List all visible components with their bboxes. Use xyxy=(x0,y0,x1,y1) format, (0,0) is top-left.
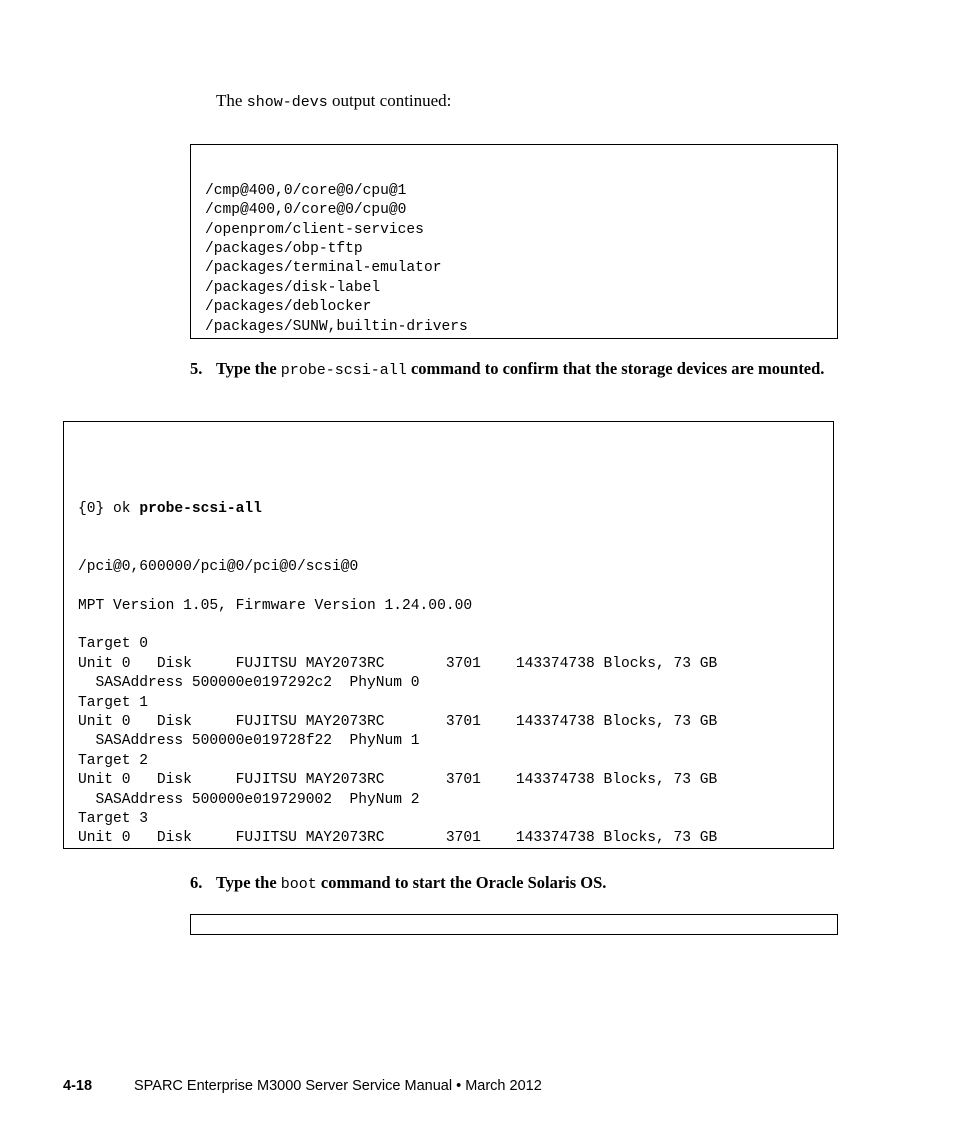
manual-title: SPARC Enterprise M3000 Server Service Manual xyxy=(134,1078,453,1094)
intro-paragraph xyxy=(216,90,451,114)
code-line: /packages/terminal-emulator xyxy=(205,260,442,277)
step-text: Type the probe-scsi-all command to confirm that the storage devices are mounted. xyxy=(216,359,825,379)
probe-scsi-all-lines xyxy=(78,461,833,849)
step-code: boot xyxy=(280,876,317,893)
code-line: /cmp@400,0/core@0/cpu@1 xyxy=(205,182,407,199)
code-line: Unit 0 Disk FUJITSU MAY2073RC 3701 143374738 Blocks, 73 GB xyxy=(78,713,718,730)
probe-scsi-all-output-box xyxy=(63,421,834,849)
code-line: /packages/deblocker xyxy=(205,299,372,316)
step-code: probe-scsi-all xyxy=(280,362,407,379)
bullet-separator: • xyxy=(456,1078,462,1094)
code-line: Target 2 xyxy=(78,752,149,769)
prompt: {0} ok xyxy=(78,500,140,517)
code-line: /packages/disk-label xyxy=(205,279,381,296)
code-line: Target 3 xyxy=(78,810,149,827)
code-line: /packages/obp-tftp xyxy=(205,240,363,257)
code-line: Target 0 xyxy=(78,636,149,653)
intro-text-before: The xyxy=(216,91,247,110)
code-line: SASAddress 500000e019728f22 PhyNum 1 xyxy=(78,733,420,750)
intro-text-after: output continued: xyxy=(327,91,452,110)
code-line: MPT Version 1.05, Firmware Version 1.24.00.00 xyxy=(78,597,473,614)
code-line: /openprom/client-services xyxy=(205,221,424,238)
code-line: Unit 0 Disk FUJITSU MAY2073RC 3701 143374738 Blocks, 73 GB xyxy=(78,772,718,789)
code-line: /packages/SUNW,builtin-drivers xyxy=(205,318,468,335)
intro-code: show-devs xyxy=(246,94,328,111)
page-footer xyxy=(63,1078,92,1094)
code-line xyxy=(78,577,833,596)
boot-command-box xyxy=(190,914,838,935)
code-line: SASAddress 500000e019729002 PhyNum 2 xyxy=(78,791,420,808)
code-line xyxy=(205,337,837,339)
code-line: Unit 0 Disk FUJITSU MAY2073RC 3701 143374738 Blocks, 73 GB xyxy=(78,830,718,847)
command: probe-scsi-all xyxy=(139,500,262,517)
code-line: /cmp@400,0/core@0/cpu@0 xyxy=(205,202,407,219)
step-text: Type the boot command to start the Oracle Solaris OS. xyxy=(216,873,607,893)
publication-date: March 2012 xyxy=(465,1078,542,1094)
show-devs-output-box xyxy=(190,144,838,339)
code-line: /pci@0,600000/pci@0/pci@0/scsi@0 xyxy=(78,558,359,575)
code-line: SASAddress 500000e0197292c2 PhyNum 0 xyxy=(78,675,420,692)
step-number: 6. xyxy=(190,873,203,892)
code-line: Unit 0 Disk FUJITSU MAY2073RC 3701 143374738 Blocks, 73 GB xyxy=(78,655,718,672)
code-line xyxy=(78,616,833,635)
show-devs-lines xyxy=(205,182,837,339)
command-line xyxy=(78,500,833,519)
page-number: 4-18 xyxy=(63,1078,93,1094)
step-number: 5. xyxy=(190,359,203,378)
code-line: Target 1 xyxy=(78,694,149,711)
footer-title-line xyxy=(134,1078,542,1094)
